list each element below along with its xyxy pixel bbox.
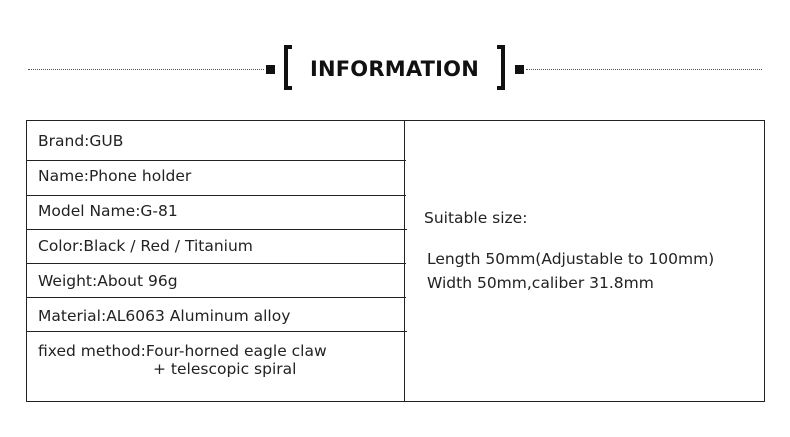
spec-fixed-method-continued: + telescopic spiral — [153, 360, 297, 378]
spec-name: Name:Phone holder — [38, 167, 192, 185]
header-divider-left — [28, 69, 264, 70]
row-divider — [26, 160, 406, 161]
size-length: Length 50mm(Adjustable to 100mm) — [427, 250, 715, 268]
section-title: INFORMATION — [309, 57, 480, 81]
spec-weight: Weight:About 96g — [38, 272, 178, 290]
header-square-right — [515, 65, 524, 74]
spec-material: Material:AL6063 Aluminum alloy — [38, 307, 291, 325]
spec-brand: Brand:GUB — [38, 132, 124, 150]
table-column-divider — [404, 120, 405, 402]
row-divider — [26, 263, 406, 264]
row-divider — [26, 297, 406, 298]
size-title: Suitable size: — [424, 209, 528, 227]
header-bracket-right — [497, 45, 505, 90]
spec-color: Color:Black / Red / Titanium — [38, 237, 253, 255]
row-divider — [26, 229, 407, 230]
header-square-left — [266, 65, 275, 74]
row-divider — [26, 195, 406, 196]
spec-model-name: Model Name:G-81 — [38, 202, 178, 220]
row-divider — [26, 331, 407, 332]
spec-fixed-method: fixed method:Four-horned eagle claw — [38, 342, 327, 360]
header-bracket-left — [284, 45, 292, 90]
header-divider-right — [526, 69, 762, 70]
size-width: Width 50mm,caliber 31.8mm — [427, 274, 654, 292]
